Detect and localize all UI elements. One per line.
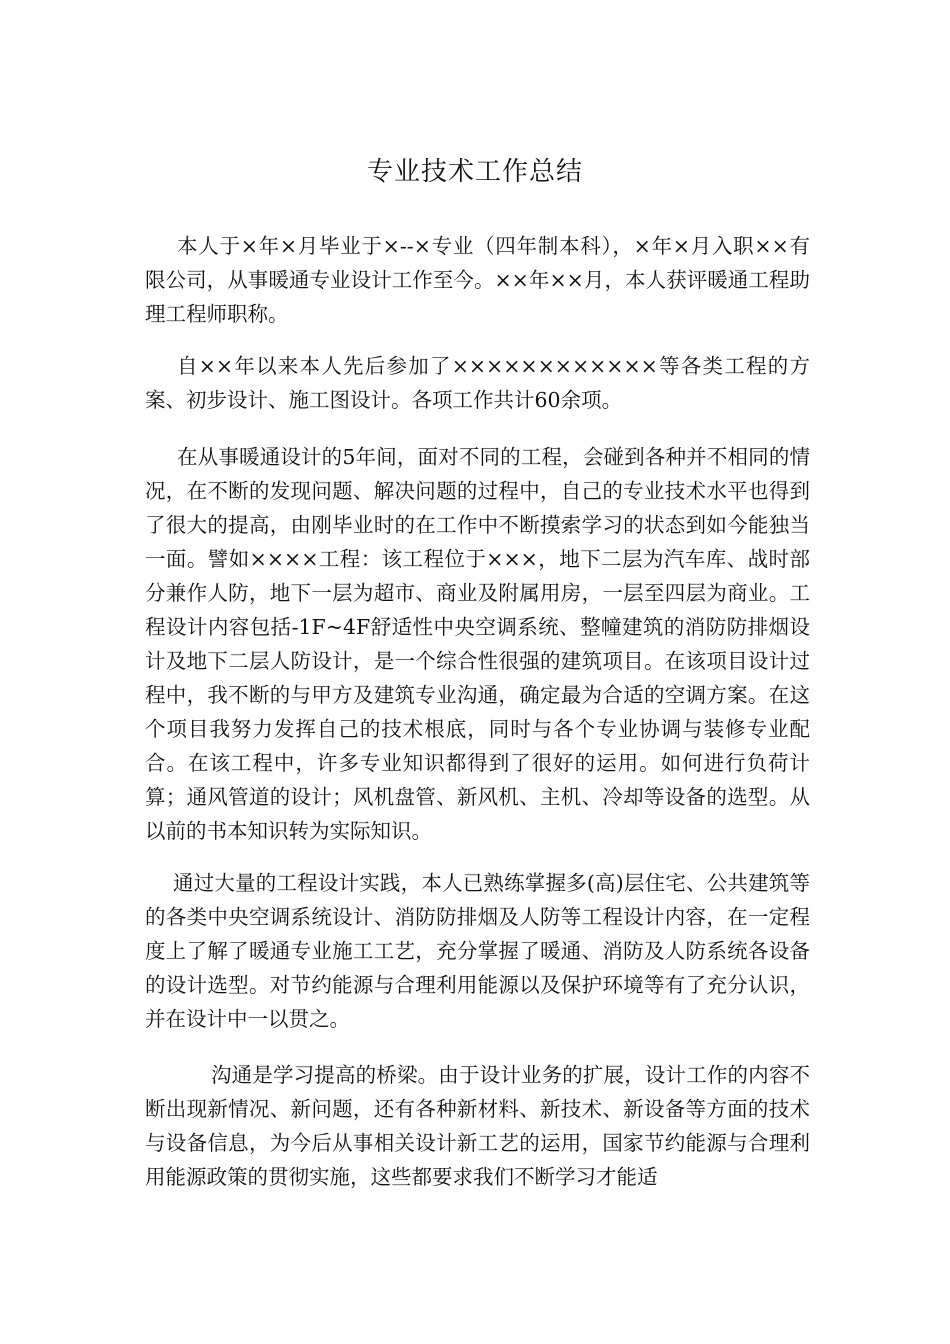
paragraph-communication-learning: 沟通是学习提高的桥梁。由于设计业务的扩展，设计工作的内容不断出现新情况、新问题，还有各种新材料、新技术、新设备等方面的技术与设备信息，为今后从事相关设计新工艺的运用，国家节约能源与合理利用能源政策的贯彻实施，这些都要求我们不断学习才能适 xyxy=(145,1063,810,1189)
document-title: 专业技术工作总结 xyxy=(366,157,583,187)
paragraph-education-employment: 本人于×年×月毕业于×--×专业（四年制本科），×年×月入职××有限公司，从事暖通专业设计工作至今。××年××月，本人获评暖通工程助理工程师职称。 xyxy=(145,234,810,326)
paragraph-design-practice: 通过大量的工程设计实践，本人已熟练掌握多(高)层住宅、公共建筑等的各类中央空调系统设计、消防防排烟及人防等工程设计内容，在一定程度上了解了暖通专业施工工艺，充分掌握了暖通、消防及人防系统各设备的设计选型。对节约能源与合理利用能源以及保护环境等有了充分认识，并在设计中一以贯之。 xyxy=(145,871,810,1031)
paragraph-projects-participated: 自××年以来本人先后参加了××××××××××××等各类工程的方案、初步设计、施工图设计。各项工作共计60余项。 xyxy=(145,354,810,412)
paragraph-project-example: 在从事暖通设计的5年间，面对不同的工程，会碰到各种并不相同的情况，在不断的发现问题、解决问题的过程中，自己的专业技术水平也得到了很大的提高，由刚毕业时的在工作中不断摸索学习的状态到如今能独当一面。譬如××××工程：该工程位于×××，地下二层为汽车库、战时部分兼作人防，地下一层为超市、商业及附属用房，一层至四层为商业。工程设计内容包括-1F~4F舒适性中央空调系统、整幢建筑的消防防排烟设计及地下二层人防设计，是一个综合性很强的建筑项目。在该项目设计过程中，我不断的与甲方及建筑专业沟通，确定最为合适的空调方案。在这个项目我努力发挥自己的技术根底，同时与各个专业协调与装修专业配合。在该工程中，许多专业知识都得到了很好的运用。如何进行负荷计算；通风管道的设计；风机盘管、新风机、主机、冷却等设备的选型。从以前的书本知识转为实际知识。 xyxy=(145,445,810,843)
